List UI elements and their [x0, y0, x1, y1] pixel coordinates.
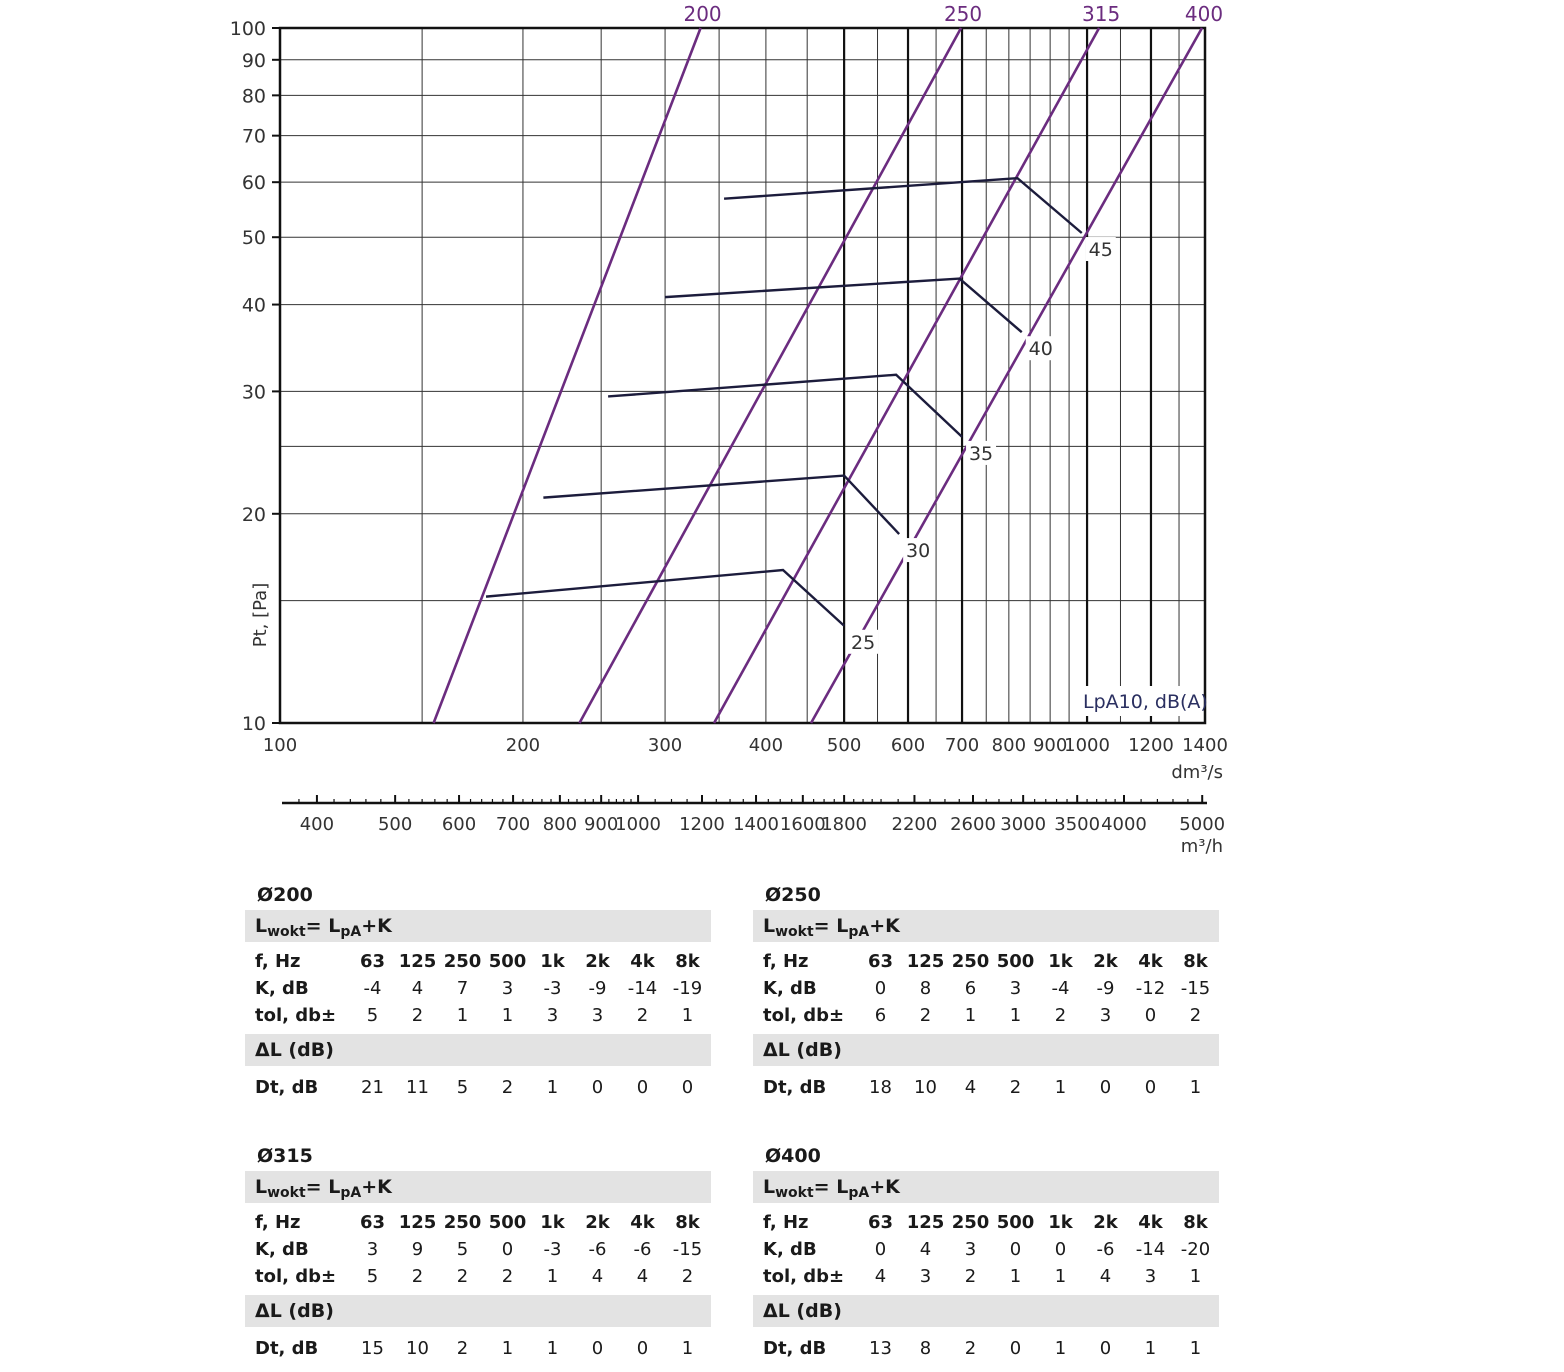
lpa-annotation: LpA10, dB(A): [1083, 691, 1208, 713]
cell: 8k: [675, 1212, 700, 1233]
formula-head: L: [255, 1176, 268, 1198]
cell: 10: [914, 1077, 937, 1098]
formula-head: L: [763, 1176, 776, 1198]
formula-sub: pA: [340, 1185, 362, 1201]
cell: 500: [488, 1212, 527, 1233]
secondary-tick-label: 1600: [779, 814, 826, 835]
table-row: [245, 1072, 711, 1104]
x-tick-label: 1400: [1182, 735, 1228, 756]
cell: 0: [1054, 1239, 1067, 1260]
formula-sub: pA: [848, 924, 870, 940]
delta-band: ΔL (dB): [753, 1034, 1219, 1066]
cell: 1: [546, 1338, 559, 1359]
cell: 13: [869, 1338, 892, 1359]
cell: 1k: [1048, 1212, 1073, 1233]
cell: 3: [1099, 1005, 1112, 1026]
y-axis-label: Pt, [Pa]: [250, 582, 271, 648]
table-row: [245, 1209, 711, 1236]
cell: 500: [996, 1212, 1035, 1233]
delta-band: ΔL (dB): [245, 1034, 711, 1066]
cell: 4: [411, 978, 424, 999]
cell: 3: [919, 1266, 932, 1287]
secondary-axis-unit: m³/h: [1180, 836, 1223, 857]
cell: 0: [874, 1239, 887, 1260]
cell: 125: [906, 951, 945, 972]
table-title: Ø315: [257, 1145, 313, 1167]
cell: 63: [359, 1212, 386, 1233]
cell: 2: [964, 1266, 977, 1287]
cell: 1: [456, 1005, 469, 1026]
row-label: Dt, dB: [763, 1338, 827, 1359]
cell: 500: [488, 951, 527, 972]
cell: 5: [366, 1266, 379, 1287]
cell: 3: [1009, 978, 1022, 999]
cell: 11: [406, 1077, 429, 1098]
formula-head: L: [763, 915, 776, 937]
table-row: [753, 1333, 1219, 1365]
cell: 250: [951, 951, 990, 972]
row-label: tol, db±: [255, 1005, 337, 1026]
formula-sub: wokt: [267, 924, 306, 940]
cell: 0: [874, 978, 887, 999]
x-tick-label: 800: [991, 735, 1027, 756]
cell: 1: [1054, 1338, 1067, 1359]
row-label: K, dB: [255, 978, 309, 999]
cell: 1: [546, 1077, 559, 1098]
table-row: [753, 1209, 1219, 1236]
y-tick-label: 10: [241, 713, 266, 735]
cell: 1: [681, 1338, 694, 1359]
row-label: Dt, dB: [255, 1338, 319, 1359]
formula-sub: wokt: [775, 1185, 814, 1201]
cell: 6: [874, 1005, 887, 1026]
formula-tail: +K: [869, 1176, 900, 1198]
cell: 500: [996, 951, 1035, 972]
secondary-tick-label: 2600: [950, 814, 996, 835]
cell: 4: [591, 1266, 604, 1287]
formula-tail: +K: [869, 915, 900, 937]
cell: 1k: [540, 1212, 565, 1233]
table-title: Ø200: [257, 884, 313, 906]
cell: 125: [398, 1212, 437, 1233]
secondary-tick-label: 1000: [615, 814, 661, 835]
duct-label-200: 200: [683, 2, 722, 26]
sound-table: [753, 880, 1219, 1104]
table-row: [753, 1263, 1219, 1290]
cell: 0: [501, 1239, 514, 1260]
cell: 1: [1189, 1338, 1202, 1359]
cell: 4k: [630, 1212, 655, 1233]
cell: 2: [636, 1005, 649, 1026]
cell: 1k: [1048, 951, 1073, 972]
cell: 2: [1054, 1005, 1067, 1026]
secondary-tick-label: 3000: [1000, 814, 1047, 835]
cell: 0: [681, 1077, 694, 1098]
delta-band: ΔL (dB): [753, 1295, 1219, 1327]
secondary-tick-label: 3500: [1054, 814, 1101, 835]
row-label: Dt, dB: [763, 1077, 827, 1098]
row-label: tol, db±: [763, 1005, 845, 1026]
x-tick-label: 100: [262, 735, 298, 756]
cell: 2: [1189, 1005, 1202, 1026]
cell: 3: [501, 978, 514, 999]
cell: 250: [951, 1212, 990, 1233]
duct-line-315: [714, 28, 1099, 723]
table-row: [753, 1002, 1219, 1029]
cell: 9: [411, 1239, 424, 1260]
duct-line-400: [811, 28, 1202, 723]
secondary-tick-label: 5000: [1179, 814, 1226, 835]
cell: 0: [591, 1338, 604, 1359]
noise-label-45: 45: [1088, 239, 1113, 262]
table-row: [753, 948, 1219, 975]
cell: 3: [1144, 1266, 1157, 1287]
formula-head: L: [255, 915, 268, 937]
cell: 8k: [1183, 1212, 1208, 1233]
cell: 63: [359, 951, 386, 972]
cell: 4: [1099, 1266, 1112, 1287]
cell: 8k: [1183, 951, 1208, 972]
cell: 2: [919, 1005, 932, 1026]
cell: 63: [867, 951, 894, 972]
cell: 2k: [1093, 951, 1118, 972]
cell: 2: [501, 1266, 514, 1287]
cell: 2: [411, 1266, 424, 1287]
cell: 0: [636, 1077, 649, 1098]
noise-label-25: 25: [851, 631, 876, 654]
row-label: tol, db±: [255, 1266, 337, 1287]
cell: 0: [1099, 1077, 1112, 1098]
formula-band: [753, 910, 1219, 942]
x-tick-label: 700: [944, 735, 980, 756]
table-row: [245, 1002, 711, 1029]
cell: 0: [1099, 1338, 1112, 1359]
cell: 5: [456, 1077, 469, 1098]
cell: 10: [406, 1338, 429, 1359]
table-row: [245, 1333, 711, 1365]
x-tick-label: 300: [647, 735, 683, 756]
formula-mid: = L: [813, 1176, 849, 1198]
cell: 2k: [1093, 1212, 1118, 1233]
cell: 3: [546, 1005, 559, 1026]
cell: 5: [366, 1005, 379, 1026]
cell: 1: [501, 1005, 514, 1026]
cell: 3: [591, 1005, 604, 1026]
secondary-tick-label: 500: [377, 814, 413, 835]
row-label: f, Hz: [255, 951, 301, 972]
cell: -3: [543, 1239, 562, 1260]
cell: 63: [867, 1212, 894, 1233]
row-label: tol, db±: [763, 1266, 845, 1287]
cell: -4: [1051, 978, 1070, 999]
noise-label-35: 35: [968, 442, 994, 465]
y-tick-label: 100: [229, 18, 266, 40]
cell: -14: [627, 978, 658, 999]
cell: -6: [633, 1239, 652, 1260]
cell: 2k: [585, 951, 610, 972]
cell: 5: [456, 1239, 469, 1260]
table-row: [245, 1263, 711, 1290]
cell: 4k: [630, 951, 655, 972]
x-tick-label: 1000: [1064, 735, 1110, 756]
cell: 2: [1009, 1077, 1022, 1098]
cell: 0: [1144, 1077, 1157, 1098]
cell: 15: [361, 1338, 384, 1359]
cell: 18: [869, 1077, 892, 1098]
cell: 1: [1009, 1005, 1022, 1026]
secondary-tick-label: 1400: [733, 814, 779, 835]
y-tick-label: 60: [241, 172, 266, 195]
secondary-tick-label: 400: [299, 814, 335, 835]
x-tick-label: 400: [748, 735, 784, 756]
formula-sub: pA: [848, 1185, 870, 1201]
duct-label-315: 315: [1082, 2, 1121, 26]
cell: -9: [1096, 978, 1115, 999]
sound-table: [753, 1141, 1219, 1365]
cell: 2: [456, 1266, 469, 1287]
cell: 1k: [540, 951, 565, 972]
formula-band: [245, 910, 711, 942]
cell: 1: [681, 1005, 694, 1026]
cell: 0: [1009, 1338, 1022, 1359]
formula-sub: pA: [340, 924, 362, 940]
cell: -4: [363, 978, 382, 999]
secondary-tick-label: 900: [583, 814, 619, 835]
cell: 1: [1189, 1077, 1202, 1098]
cell: -19: [672, 978, 703, 999]
secondary-tick-label: 1200: [679, 814, 725, 835]
cell: 7: [456, 978, 469, 999]
cell: 0: [591, 1077, 604, 1098]
cell: 4: [636, 1266, 649, 1287]
formula-sub: wokt: [267, 1185, 306, 1201]
formula-sub: wokt: [775, 924, 814, 940]
cell: 2: [964, 1338, 977, 1359]
cell: 2: [681, 1266, 694, 1287]
cell: 3: [964, 1239, 977, 1260]
duct-line-250: [579, 28, 961, 723]
formula-mid: = L: [305, 915, 341, 937]
cell: 2k: [585, 1212, 610, 1233]
cell: 3: [366, 1239, 379, 1260]
cell: -3: [543, 978, 562, 999]
cell: 4: [874, 1266, 887, 1287]
cell: 250: [443, 951, 482, 972]
duct-label-400: 400: [1184, 2, 1224, 26]
cell: 2: [501, 1077, 514, 1098]
cell: 1: [1009, 1266, 1022, 1287]
y-tick-label: 50: [241, 227, 266, 250]
cell: 1: [964, 1005, 977, 1026]
table-row: [753, 975, 1219, 1002]
cell: -6: [1096, 1239, 1115, 1260]
y-tick-label: 40: [241, 294, 266, 317]
cell: 4k: [1138, 1212, 1163, 1233]
cell: 1: [1054, 1266, 1067, 1287]
y-tick-label: 90: [241, 49, 266, 72]
cell: 2: [411, 1005, 424, 1026]
cell: 1: [546, 1266, 559, 1287]
cell: -12: [1135, 978, 1166, 999]
x-tick-label: 200: [505, 735, 541, 756]
x-tick-label: 900: [1032, 735, 1068, 756]
row-label: K, dB: [763, 1239, 817, 1260]
secondary-tick-label: 800: [542, 814, 578, 835]
secondary-tick-label: 600: [441, 814, 477, 835]
secondary-tick-label: 700: [495, 814, 531, 835]
secondary-tick-label: 1800: [821, 814, 868, 835]
delta-band: ΔL (dB): [245, 1295, 711, 1327]
cell: 8: [919, 1338, 932, 1359]
table-row: [753, 1236, 1219, 1263]
cell: -20: [1180, 1239, 1211, 1260]
cell: 1: [501, 1338, 514, 1359]
row-label: f, Hz: [255, 1212, 301, 1233]
cell: 1: [1054, 1077, 1067, 1098]
cell: 8k: [675, 951, 700, 972]
cell: -15: [1180, 978, 1211, 999]
formula-mid: = L: [813, 915, 849, 937]
row-label: f, Hz: [763, 1212, 809, 1233]
cell: 4k: [1138, 951, 1163, 972]
secondary-tick-label: 4000: [1101, 814, 1147, 835]
formula-band: [753, 1171, 1219, 1203]
cell: 4: [964, 1077, 977, 1098]
cell: -15: [672, 1239, 703, 1260]
x-axis-label: dm³/s: [1171, 762, 1223, 783]
formula-mid: = L: [305, 1176, 341, 1198]
table-row: [753, 1072, 1219, 1104]
cell: -9: [588, 978, 607, 999]
cell: 1: [1189, 1266, 1202, 1287]
sound-table: [245, 880, 711, 1104]
y-tick-label: 20: [241, 503, 266, 526]
duct-label-250: 250: [943, 2, 983, 26]
cell: 8: [919, 978, 932, 999]
y-tick-label: 80: [241, 85, 266, 108]
table-row: [245, 948, 711, 975]
cell: 1: [1144, 1338, 1157, 1359]
cell: 0: [1144, 1005, 1157, 1026]
cell: 0: [636, 1338, 649, 1359]
cell: -14: [1135, 1239, 1166, 1260]
sound-table: [245, 1141, 711, 1365]
cell: 125: [906, 1212, 945, 1233]
formula-band: [245, 1171, 711, 1203]
formula-tail: +K: [361, 1176, 392, 1198]
row-label: K, dB: [763, 978, 817, 999]
table-title: Ø400: [765, 1145, 821, 1167]
formula-tail: +K: [361, 915, 392, 937]
duct-line-200: [434, 28, 701, 723]
cell: 125: [398, 951, 437, 972]
cell: 6: [964, 978, 977, 999]
x-tick-label: 500: [826, 735, 862, 756]
y-tick-label: 30: [241, 381, 266, 404]
secondary-tick-label: 2200: [891, 814, 938, 835]
x-tick-label: 600: [890, 735, 926, 756]
cell: 4: [919, 1239, 932, 1260]
y-tick-label: 70: [241, 125, 266, 148]
plot-frame: [280, 28, 1205, 723]
row-label: K, dB: [255, 1239, 309, 1260]
cell: 0: [1009, 1239, 1022, 1260]
noise-label-40: 40: [1028, 338, 1053, 361]
noise-curve-45: [724, 178, 1082, 233]
noise-label-30: 30: [906, 540, 931, 563]
cell: 21: [361, 1077, 384, 1098]
row-label: Dt, dB: [255, 1077, 319, 1098]
table-row: [245, 1236, 711, 1263]
table-row: [245, 975, 711, 1002]
cell: 250: [443, 1212, 482, 1233]
row-label: f, Hz: [763, 951, 809, 972]
x-tick-label: 1200: [1128, 735, 1174, 756]
table-title: Ø250: [765, 884, 821, 906]
cell: 2: [456, 1338, 469, 1359]
cell: -6: [588, 1239, 607, 1260]
